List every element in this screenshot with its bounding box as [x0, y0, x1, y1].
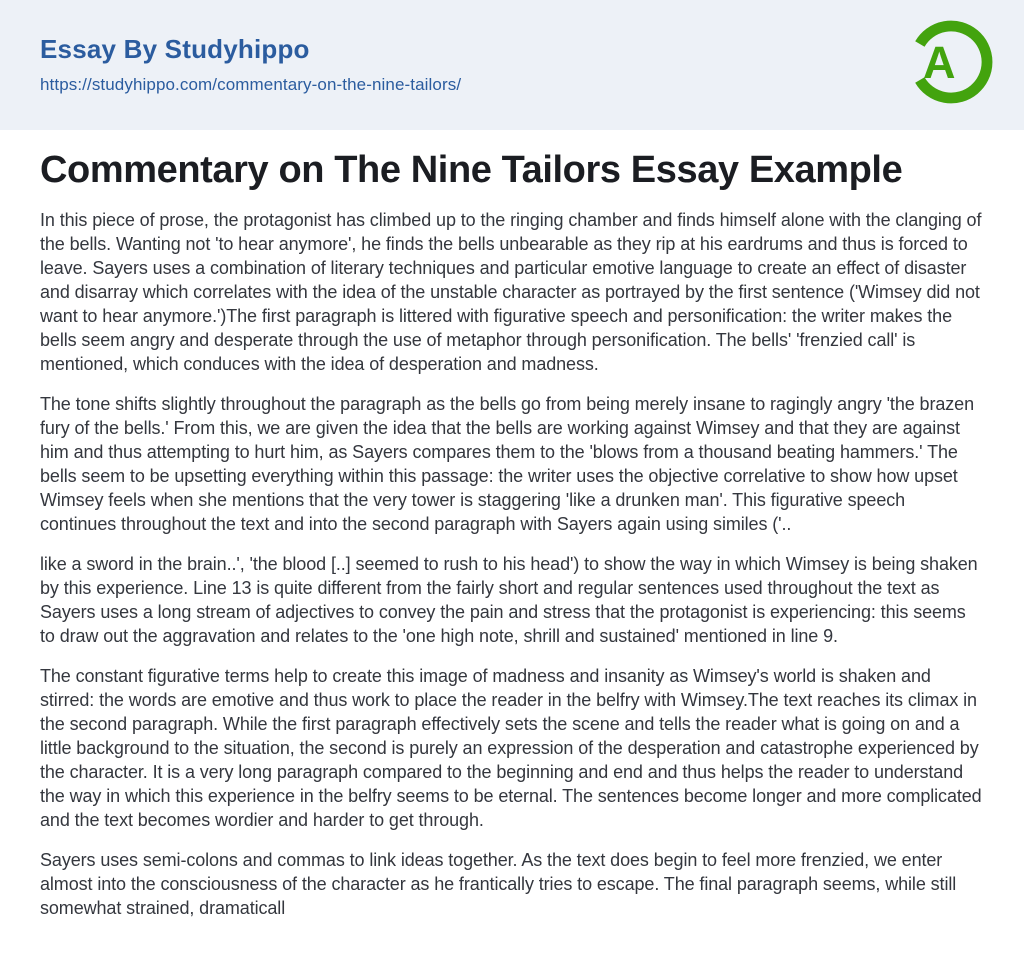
page-url-link[interactable]: https://studyhippo.com/commentary-on-the-nine-tailors/	[40, 75, 462, 95]
header	[0, 0, 1024, 130]
article-paragraph-1: In this piece of prose, the protagonist has climbed up to the ringing chamber and finds himself alone with the clanging of the bells. Wanting not 'to hear anymore', he finds the bells unbearable as they rip at his eardrums and thus is forced to leave. Sayers uses a combination of literary techniques and particular emotive language to create an effect of disaster and disarray which correlates with the idea of the unstable character as portrayed by the first sentence ('Wimsey did not want to hear anymore.')The first paragraph is littered with figurative speech and personification: the writer makes the bells seem angry and desperate through the use of metaphor through personification. The bells' 'frenzied call' is mentioned, which conduces with the idea of desperation and madness.	[40, 209, 982, 374]
article	[0, 130, 1024, 920]
logo-letter: A	[923, 37, 956, 89]
circle-arc-logo-icon	[906, 17, 996, 107]
site-title: Essay By Studyhippo	[40, 33, 310, 64]
article-paragraph-2: The tone shifts slightly throughout the paragraph as the bells go from being merely insane to ragingly angry 'the brazen fury of the bells.' From this, we are given the idea that the bells are working against Wimsey and that they are against him and thus attempting to hurt him, as Sayers compares them to the 'blows from a thousand beating hammers.' The bells seem to be upsetting everything within this passage: the writer uses the objective correlative to show how upset Wimsey feels when she mentions that the very tower is staggering 'like a drunken man'. This figurative speech continues throughout the text and into the second paragraph with Sayers again using similes ('..	[40, 393, 974, 534]
studyhippo-logo	[906, 17, 996, 107]
article-paragraph-3: like a sword in the brain..', 'the blood [..] seemed to rush to his head') to show the way in which Wimsey is being shaken by this experience. Line 13 is quite different from the fairly short and regular sentences used throughout the text as Sayers uses a long stream of adjectives to convey the pain and stress that the protagonist is experiencing: this seems to draw out the aggravation and relates to the 'one high note, shrill and sustained' mentioned in line 9.	[40, 553, 978, 646]
article-title: Commentary on The Nine Tailors Essay Example	[40, 149, 903, 191]
header-text-block	[40, 35, 461, 96]
article-paragraph-4: The constant figurative terms help to create this image of madness and insanity as Wimsey's world is shaken and stirred: the words are emotive and thus work to place the reader in the belfry with Wimsey.The text reaches its climax in the second paragraph. While the first paragraph effectively sets the scene and tells the reader what is going on and a little background to the situation, the second is purely an expression of the desperation and catastrophe experienced by the character. It is a very long paragraph compared to the beginning and end and thus helps the reader to understand the way in which this experience in the belfry seems to be eternal. The sentences become longer and more complicated and the text becomes wordier and harder to get through.	[40, 665, 982, 830]
article-paragraph-5: Sayers uses semi-colons and commas to link ideas together. As the text does begin to feel more frenzied, we enter almost into the consciousness of the character as he frantically tries to escape. The final paragraph seems, while still somewhat strained, dramaticall	[40, 849, 957, 918]
